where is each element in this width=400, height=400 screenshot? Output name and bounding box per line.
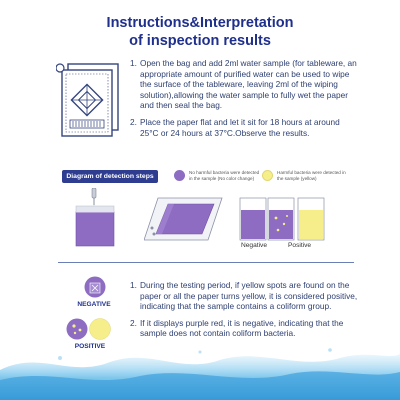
test-tubes-icon <box>238 190 338 248</box>
document-target-icon <box>56 62 126 142</box>
instruction-step-2 <box>130 117 360 138</box>
yellow-dot-icon <box>262 170 273 181</box>
legend-positive <box>262 170 349 181</box>
paper-tray-icon <box>144 196 224 242</box>
negative-bag-icon <box>84 276 106 298</box>
step-text: Open the bag and add 2ml water sample (for tableware, an appropriate amount of purified water can be used to wipe the surface of the tableware, leaving 2ml of the wiping solution),allowing the water sample to fully wet the paper and then seal the bag. <box>140 58 357 111</box>
step-number: 1. <box>130 58 137 68</box>
step-number: 2. <box>130 317 137 328</box>
result-step-1 <box>130 280 358 312</box>
step-text: Place the paper flat and let it sit for 18 hours at around 25°C or 24 hours at 37°C.Observe the results. <box>140 116 340 138</box>
positive-dots-icon <box>66 318 112 340</box>
legend-negative-text: No harmful bacteria were detected in the sample (No color change) <box>189 170 260 181</box>
result-steps <box>130 280 358 345</box>
instruction-step-1 <box>130 58 360 111</box>
label-negative: Negative <box>241 242 268 249</box>
title-line-2: of inspection results <box>129 33 271 49</box>
diagram-badge: Diagram of detection steps <box>62 170 158 183</box>
result-step-2 <box>130 318 358 339</box>
purple-dot-icon <box>174 170 185 181</box>
instruction-steps <box>130 58 360 144</box>
positive-label: POSITIVE <box>74 343 106 350</box>
legend-negative <box>174 170 261 181</box>
legend-positive-text: Harmful bacteria were detected in the sample (yellow) <box>277 170 346 181</box>
label-positive: Positive <box>288 242 312 249</box>
title-line-1: Instructions&Interpretation <box>106 15 294 31</box>
step-number: 2. <box>130 116 137 127</box>
step-number: 1. <box>130 280 137 290</box>
page-title <box>0 14 400 50</box>
negative-label: NEGATIVE <box>77 301 111 308</box>
step-text: If it displays purple red, it is negative, indicating that the sample does not contain coliform bacteria. <box>140 317 344 339</box>
step-text: During the testing period, if yellow spots are found on the paper or all the paper turns yellow, it is considered positive, indicating that the sample contains a coliform group. <box>140 280 358 312</box>
water-splash-icon <box>0 340 400 400</box>
section-divider <box>58 262 354 263</box>
sample-bag-icon <box>72 188 122 248</box>
